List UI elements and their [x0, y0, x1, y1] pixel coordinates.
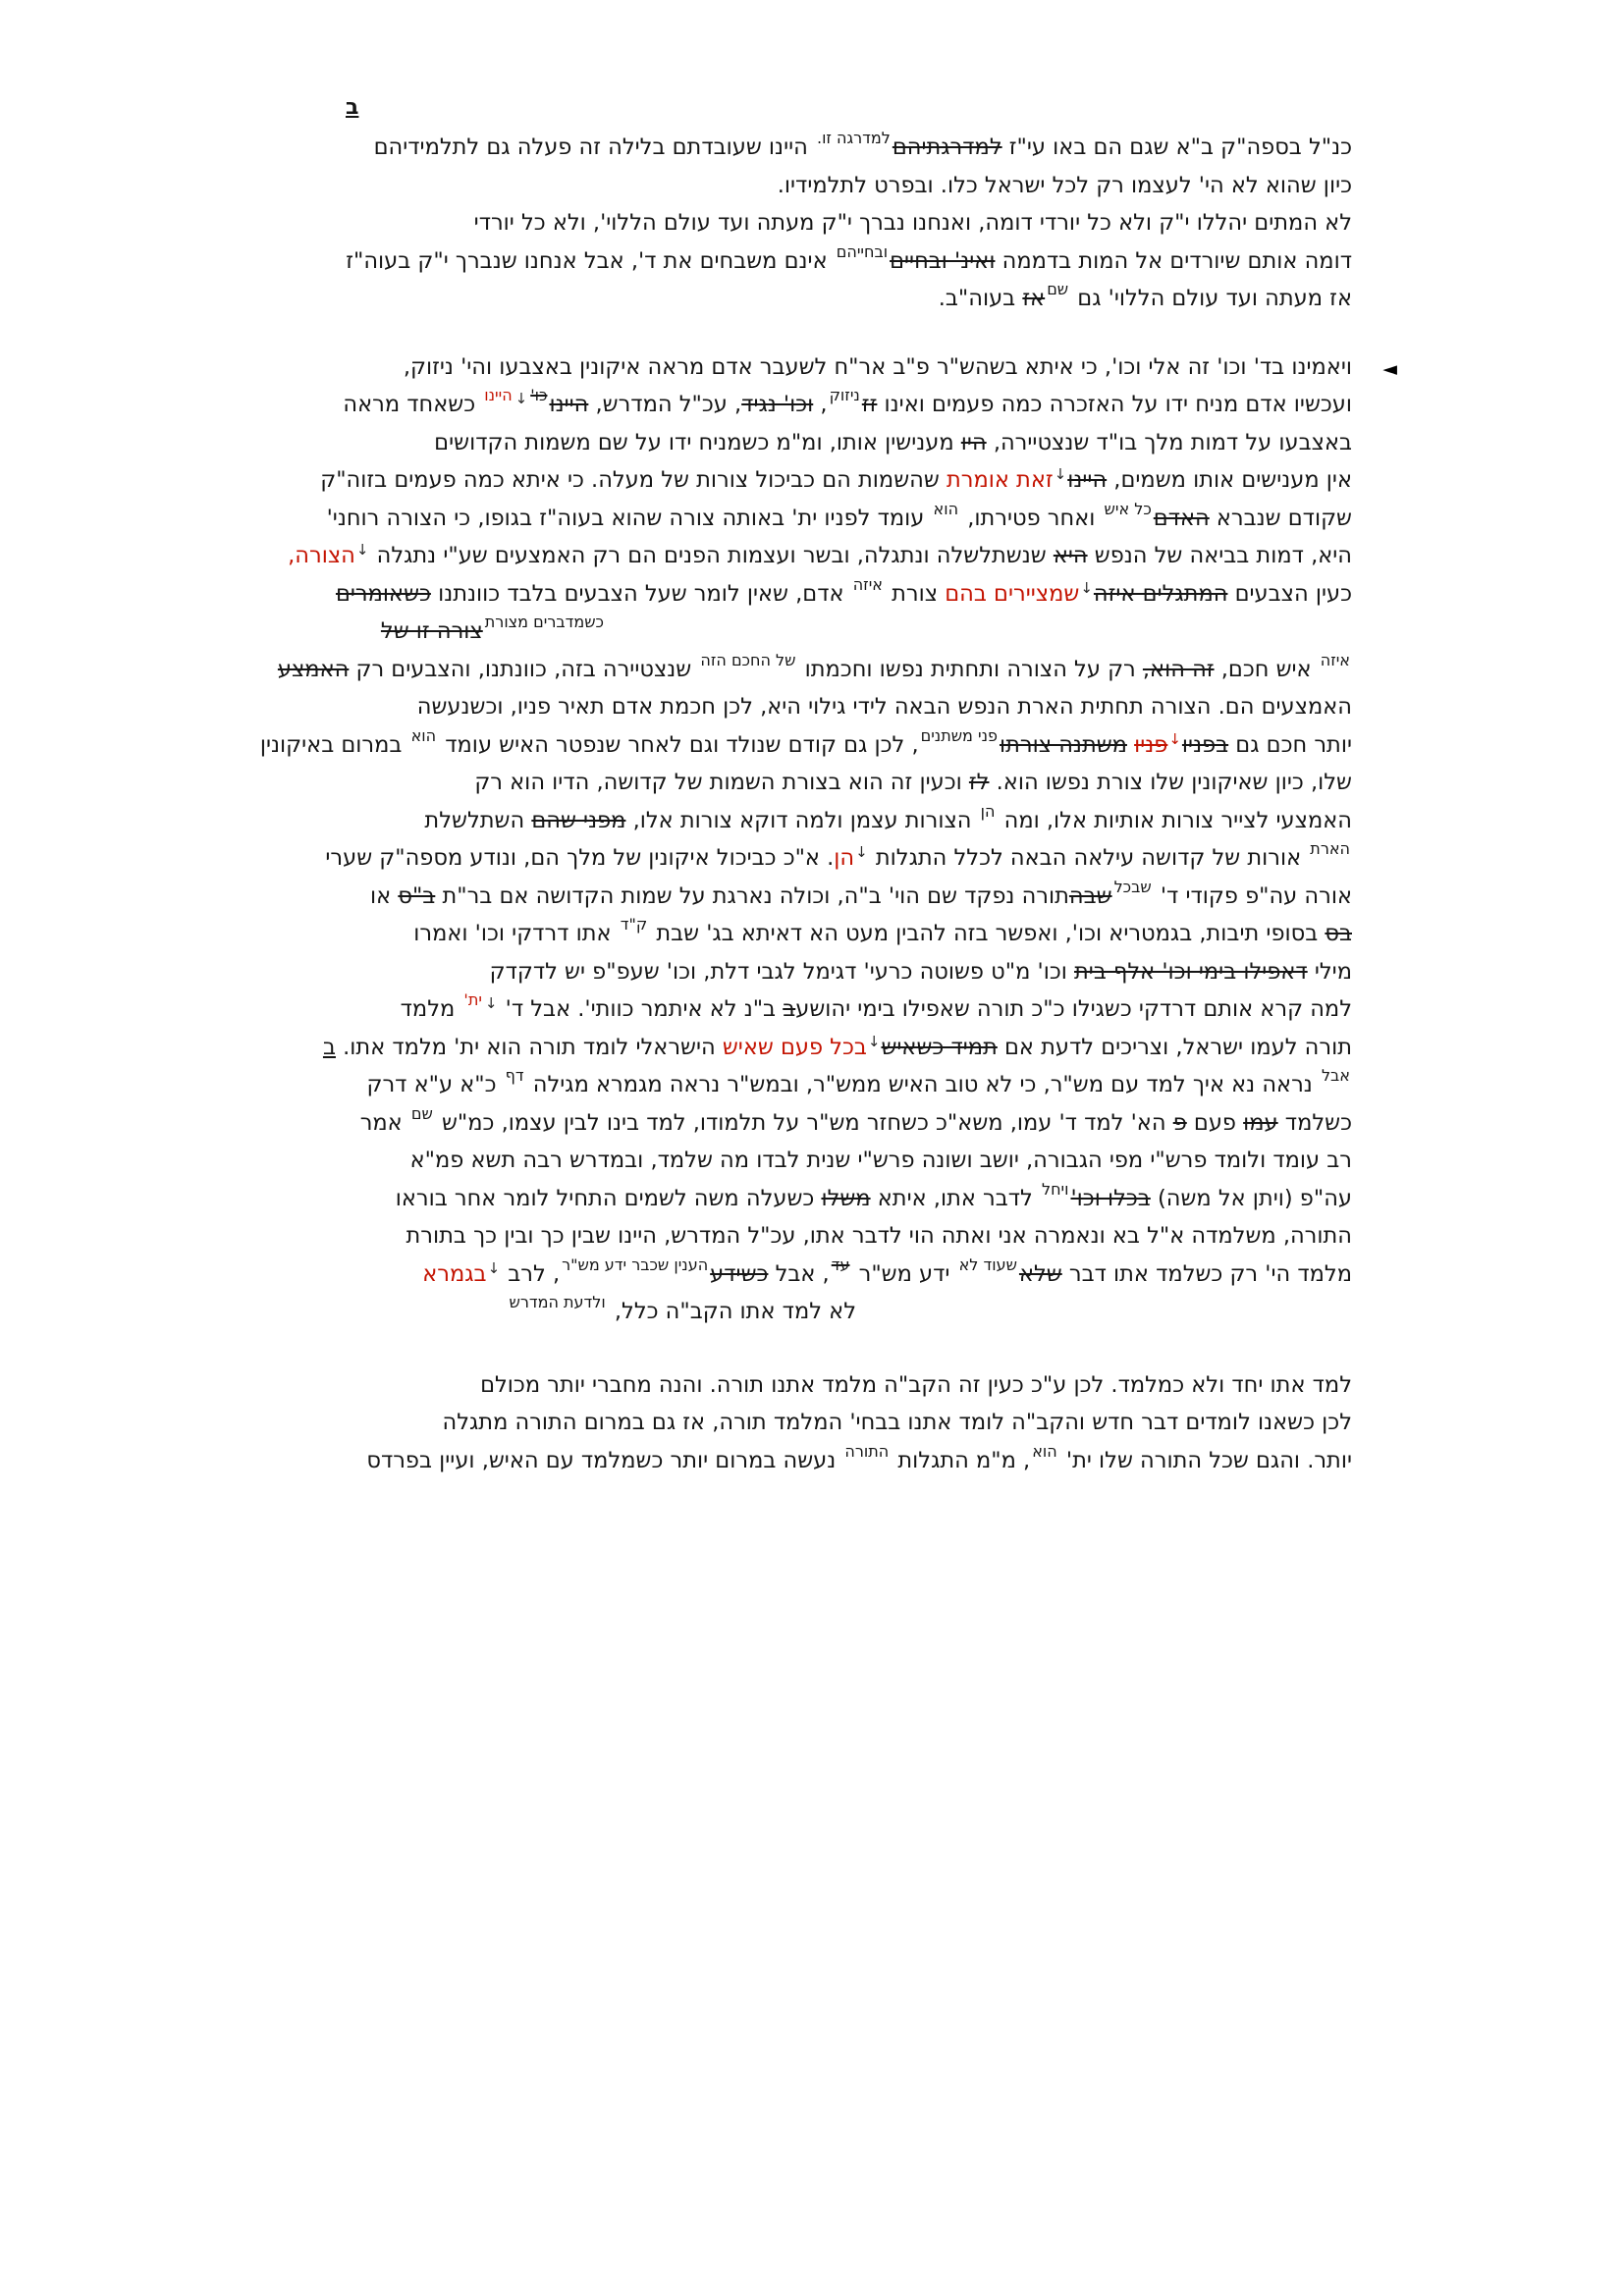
strikethrough-segment: לז [968, 770, 990, 795]
interlinear-insertion: ולדעת המדרש [509, 1293, 606, 1311]
strikethrough-segment: משלו [821, 1185, 871, 1211]
text-line [260, 1366, 1352, 1405]
text-segment: לא המתים יהללו י"ק ולא כל יורדי דומה, ואנחנו נברך י"ק מעתה ועד עולם הללוי', ולא כל יורדי [473, 210, 1352, 236]
interlinear-insertion: הוא [1032, 1441, 1057, 1461]
text-segment: מלמד הי' רק כשלמד אתו דבר [1061, 1260, 1352, 1287]
insertion-arrow-icon: ↓ [1168, 729, 1181, 748]
insertion-arrow-icon: ↓ [484, 994, 498, 1012]
struck-interlinear-insertion: כו' [530, 386, 548, 404]
strikethrough-segment: היא [1053, 543, 1088, 568]
text-segment: נראה נא איך למד עם מש"ר, כי לא טוב האיש ממש"ר, ובמש"ר נראה מגמרא מגילה [525, 1072, 1320, 1097]
text-segment: רב עומד ולומד פרש"י מפי הגבורה, יושב ושונה פרש"י שנית לבדו מה שלמד, ובמדרש רבה תשא פמ"א [409, 1148, 1352, 1173]
page-number: ב [346, 95, 359, 120]
text-segment: , מ"מ התגלות [891, 1447, 1031, 1473]
insertion-arrow-icon: ↓ [355, 541, 369, 559]
strikethrough-segment: ב [783, 996, 796, 1022]
interlinear-insertion: איזה [852, 574, 883, 594]
text-segment: מילי [1307, 958, 1352, 985]
strikethrough-segment: עמו [1243, 1109, 1278, 1136]
interlinear-insertion: אבל [1321, 1066, 1350, 1085]
red-correction-text: זאת אומרת [946, 467, 1054, 493]
paragraph [260, 129, 1352, 318]
text-segment: כעין הצבעים [1227, 580, 1352, 607]
text-line [260, 613, 606, 651]
interlinear-insertion: למדרגה זו. [816, 129, 891, 147]
text-segment: שלו, כיון שאיקונין שלו צורת נפשו הוא. [989, 770, 1352, 795]
text-line [260, 424, 1352, 462]
interlinear-insertion: כשמדברים מצורת [484, 613, 604, 631]
interlinear-insertion: ניזוק [829, 386, 860, 404]
interlinear-insertion: שעוד לא [958, 1255, 1017, 1274]
red-correction-text: הצורה, [288, 543, 355, 568]
text-line [260, 764, 1352, 802]
red-correction-text: הן [834, 845, 855, 871]
interlinear-insertion: פני משתנים [920, 725, 998, 745]
text-line [260, 537, 1352, 575]
text-segment: האמצעים הם. הצורה תחתית הארת הנפש הבאה לידי גילוי היא, לכן חכמת אדם תאיר פניו, וכשנעשה [416, 694, 1352, 720]
text-segment: לכן כשאנו לומדים דבר חדש והקב"ה לומד אתנו בבחי' המלמד תורה, אז גם במרום התורה מתגלה [442, 1410, 1352, 1435]
text-line [260, 129, 1352, 167]
interlinear-insertion: ויחל [1042, 1179, 1069, 1199]
interlinear-insertion: כל איש [1104, 499, 1152, 518]
paragraph-marker-icon: ◄ [1382, 357, 1397, 380]
strikethrough-segment: היינו [1067, 467, 1108, 493]
text-segment: כשעלה משה לשמים התחיל לומר אחר בוראו [395, 1185, 822, 1211]
text-segment: ואחר פטירתו, [960, 505, 1103, 531]
interlinear-insertion: של החכם הזה [700, 650, 796, 669]
text-segment: הצורות עצמן ולמה דוקא צורות אלו, [625, 807, 979, 833]
text-segment: באצבעו על דמות מלך בו"ד שנצטיירה, [986, 429, 1352, 455]
text-segment: למד אתו יחד ולא כמלמד. לכן ע"כ כעין זה הקב"ה מלמד אתנו תורה. והנה מחברי יותר מכולם [480, 1371, 1352, 1398]
red-correction-text: בגמרא [422, 1260, 487, 1287]
interlinear-insertion: הענין שכבר ידע מש"ר [562, 1255, 709, 1274]
interlinear-insertion: ובחייהם [836, 241, 889, 261]
strikethrough-segment: כשידע [710, 1260, 769, 1287]
strikethrough-segment: זז [861, 392, 878, 417]
text-segment: בסופי תיבות, בגמטריא וכו', ואפשר בזה להבין מעט הא דאיתא בג' שבת [649, 921, 1325, 946]
red-correction-text: שמציירים בהם [945, 580, 1080, 607]
text-line [260, 1142, 1352, 1180]
text-segment: ידע מש"ר [851, 1260, 957, 1287]
text-segment: אמר [359, 1109, 409, 1136]
text-segment: איש חכם, [1214, 656, 1319, 682]
text-segment: כשלמד [1277, 1109, 1352, 1136]
text-line [260, 1029, 1352, 1067]
interlinear-insertion: שם [1047, 280, 1069, 298]
text-line [260, 651, 1352, 689]
text-segment: , לרב [501, 1260, 561, 1287]
interlinear-insertion: דף [505, 1066, 524, 1085]
text-line [260, 280, 1352, 318]
text-line [260, 802, 1352, 840]
text-line [260, 1066, 1352, 1104]
text-line [260, 500, 1352, 538]
strikethrough-segment: פ [1172, 1109, 1187, 1136]
text-segment: ב"נ לא איתמר כוותי'. אבל ד' [498, 996, 784, 1022]
interlinear-insertion: התורה [844, 1441, 890, 1461]
text-segment: אינם משבחים את ד', אבל אנחנו שנברך י"ק בעוה"ז [346, 247, 835, 274]
interlinear-insertion: הוא [933, 499, 959, 518]
text-line [260, 839, 1352, 878]
strikethrough-segment: המתגלים איזה [1093, 580, 1228, 607]
text-segment: אין מענישים אותו משמים, [1107, 467, 1352, 493]
strikethrough-segment: משתנה צורתו [999, 731, 1127, 758]
text-segment: כנ"ל בספה"ק ב"א שגם הם באו עי"ז [1001, 134, 1352, 160]
strikethrough-segment: היו [960, 429, 987, 455]
strikethrough-segment: שבה [1068, 882, 1112, 909]
text-segment: ויאמינו בד' וכו' זה אלי וכו', כי איתא בשהש"ר פ"ב אר"ח לשעבר אדם מראה איקונין באצבעו והי' ניזוק, [403, 353, 1352, 380]
text-segment: , לכן גם קודם שנולד וגם לאחר שנפטר האיש עומד [438, 731, 919, 758]
text-segment: מלמד [400, 996, 462, 1022]
interlinear-insertion: שם [410, 1103, 433, 1123]
strikethrough-segment: זה הוא, [1142, 656, 1215, 682]
red-interlinear-insertion: היינו [484, 386, 513, 404]
strikethrough-segment: האמצע [277, 656, 350, 682]
text-line [260, 575, 1352, 614]
interlinear-insertion: הן [980, 801, 996, 821]
text-segment: האמצעי לצייר צורות אותיות אלו, ומה [997, 807, 1352, 833]
strikethrough-segment: כשאומרים [335, 580, 431, 607]
text-line [260, 242, 1352, 281]
strikethrough-segment: דאפילו בימי וכו' אלף בית [1074, 958, 1308, 985]
strikethrough-segment: מפני שהם [531, 807, 626, 833]
text-segment: הא' למד ד' עמו, משא"כ כשחזר מש"ר על תלמודו, למד בינו לבין עצמו, כמ"ש [434, 1109, 1173, 1136]
text-line [260, 386, 1352, 424]
manuscript-text-block [259, 129, 1397, 1479]
red-correction-text: בכל פעם שאיש [722, 1034, 867, 1060]
text-segment: וכעין זה הוא בצורת השמות של קדושה, הדיו הוא רק [474, 770, 969, 795]
text-segment: במרום באיקונין [259, 731, 409, 758]
strikethrough-segment: בפניו [1181, 731, 1229, 758]
text-line [260, 1104, 1352, 1143]
text-segment: אדם, שאין לומר שעל הצבעים בלבד כוונתנו [430, 580, 851, 607]
text-segment: , [813, 392, 828, 417]
text-segment: נעשה במרום יותר כשמלמד עם האיש, ועיין בפרדס [366, 1447, 843, 1473]
strikethrough-segment: צורה זו של [380, 618, 483, 644]
insertion-arrow-icon: ↓ [855, 843, 868, 861]
text-segment: או [370, 882, 399, 909]
text-line [260, 1180, 1352, 1218]
red-struck-text: פניו [1134, 731, 1168, 758]
paragraph [260, 1366, 1352, 1480]
text-line [260, 878, 1352, 916]
strikethrough-segment: בכלו וכו' [1070, 1185, 1151, 1211]
text-segment: כיון שהוא לא הי' לעצמו רק לכל ישראל כלו. ובפרט לתלמידיו. [777, 172, 1352, 198]
text-line [260, 204, 1352, 242]
strikethrough-segment: בס [1325, 921, 1352, 946]
text-line [260, 1217, 1352, 1255]
text-segment: תורה לעמו ישראל, וצריכים לדעת אם [997, 1034, 1352, 1060]
text-segment: תורה נפקד שם הוי' ב"ה, וכולה נארגת על שמות הקדושה אם בר"ת [435, 882, 1069, 909]
text-segment: השתלשלת [424, 807, 532, 833]
text-segment: , עכ"ל המדרש, [588, 392, 742, 417]
underlined-letter: ב [322, 1034, 336, 1060]
red-interlinear-insertion: ית' [463, 990, 482, 1009]
paragraph [259, 348, 1397, 1331]
text-segment: יותר חכם גם [1228, 731, 1352, 758]
text-segment: התורה, משלמדה א"ל בא ונאמרה אני ואתה הוי לדבר אתו, עכ"ל המדרש, היינו שבין כך ובין כך בתורת [406, 1223, 1352, 1249]
text-segment: הישראלי לומד תורה הוא ית' מלמד אתו. [335, 1034, 723, 1060]
insertion-arrow-icon: ↓ [1080, 578, 1093, 597]
text-segment: כשאחד מראה [343, 392, 483, 417]
strikethrough-segment: היינו [549, 392, 589, 417]
text-segment: היינו שעובדתם בלילה זה פעלה גם לתלמידיהם [373, 134, 815, 160]
text-segment: עה"פ (ויתן אל משה) [1150, 1185, 1352, 1211]
text-segment: אתו דרדקי וכו' ואמרו [413, 921, 619, 946]
text-segment: שהשמות הם כביכול צורות של מעלה. כי איתא כמה פעמים בזוה"ק [320, 467, 947, 493]
strikethrough-segment: תמיד כשאיש [881, 1034, 998, 1060]
insertion-arrow-icon: ↓ [487, 1258, 501, 1277]
text-segment: שקודם שנברא [1209, 505, 1352, 531]
strikethrough-segment: אז [1022, 286, 1046, 311]
text-segment: מענישין אותו, ומ"מ כשמניח ידו על שם משמות הקדושים [434, 429, 961, 455]
text-segment: פעם [1186, 1109, 1244, 1136]
text-line [260, 688, 1352, 726]
text-segment: עומד לפניו ית' באותה צורה שהוא בעוה"ז בגופו, כי הצורה רוחני' [326, 505, 932, 531]
text-line [260, 167, 1352, 205]
insertion-arrow-icon: ↓ [514, 390, 528, 407]
text-segment: וכו' מ"ט פשוטה כרעי' דגימל לגבי דלת, וכו' שעפ"פ יש לדקדק [489, 958, 1075, 985]
text-segment: , אבל [768, 1260, 830, 1287]
text-segment: שנשתלשלה ונתגלה, ובשר ועצמות הפנים הם רק האמצעים שע"י נתגלה [369, 543, 1054, 568]
strikethrough-segment: וכו' נגיד [741, 392, 814, 417]
text-segment: אז מעתה ועד עולם הללוי' גם [1070, 286, 1352, 311]
text-line [260, 1255, 1352, 1294]
text-segment: דומה אותם שיורדים אל המות בדממה [995, 247, 1352, 274]
text-line [260, 915, 1352, 953]
text-segment: לדבר אתו, איתא [870, 1185, 1040, 1211]
text-line [260, 1293, 856, 1331]
text-segment: . א"כ כביכול איקונין של מלך הם, ונודע מספה"ק שערי [325, 845, 835, 871]
text-segment: לא למד אתו הקב"ה כלל, [607, 1299, 856, 1324]
text-segment: רק על הצורה ותחתית נפשו וחכמתו [797, 656, 1143, 682]
text-line [260, 1404, 1352, 1442]
text-segment: יותר. והגם שכל התורה שלו ית' [1058, 1447, 1352, 1473]
strikethrough-segment: שלא [1018, 1260, 1062, 1287]
insertion-arrow-icon: ↓ [1054, 465, 1067, 483]
text-segment: כ"א ע"א דרק [366, 1072, 504, 1097]
text-segment: שנצטיירה בזה, כוונתנו, והצבעים רק [349, 656, 699, 682]
strikethrough-segment: למדרגתיהם [892, 134, 1002, 160]
insertion-arrow-icon: ↓ [867, 1032, 881, 1050]
text-segment: היא, דמות בביאה של הנפש [1087, 543, 1352, 568]
text-segment: למה קרא אותם דרדקי כשגילו כ"כ תורה שאפילו בימי יהושע [795, 996, 1352, 1022]
text-line [260, 1442, 1352, 1480]
text-line [260, 461, 1352, 500]
text-line [260, 726, 1352, 765]
text-line [260, 990, 1352, 1029]
text-segment: בעוה"ב. [938, 286, 1023, 311]
text-line [260, 953, 1352, 991]
text-segment: ועכשיו אדם מניח ידו על האזכרה כמה פעמים ואינו [877, 392, 1352, 417]
interlinear-insertion: הוא [410, 725, 437, 745]
interlinear-insertion: הארת [1310, 839, 1350, 858]
interlinear-insertion: ק"ד [620, 915, 648, 934]
text-segment: אורות של קדושה עילאה הבאה לכלל התגלות [868, 845, 1309, 871]
strikethrough-segment: ב"ס [398, 882, 436, 909]
text-line [260, 348, 1397, 387]
strikethrough-segment: ואינ' ובחיים [890, 247, 996, 274]
text-segment: אורה עה"פ פקודי ד' [1153, 882, 1352, 909]
struck-interlinear-insertion: עד [831, 1255, 850, 1274]
text-segment: צורת [884, 580, 946, 607]
interlinear-insertion: איזה [1320, 650, 1350, 669]
interlinear-insertion: שבכל [1113, 877, 1152, 896]
strikethrough-segment: האדם [1153, 505, 1210, 531]
